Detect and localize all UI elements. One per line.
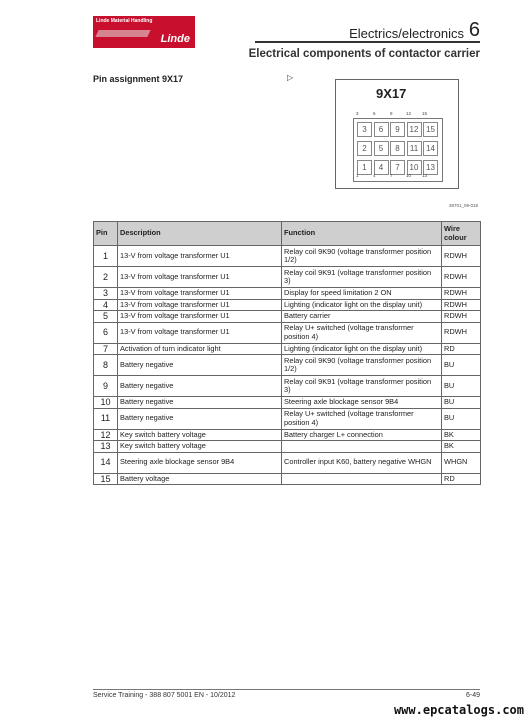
table-row <box>94 343 481 355</box>
connector-label: 9X17 <box>376 86 407 101</box>
cell-pin: 10 <box>94 397 118 409</box>
cell-pin: 9 <box>94 376 118 397</box>
table-row <box>94 452 481 473</box>
table-header-row <box>94 222 481 246</box>
header-function: Function <box>282 222 442 246</box>
header-description: Description <box>118 222 282 246</box>
cell-pin: 5 <box>94 311 118 323</box>
footer-left: Service Training - 388 807 5001 EN - 10/2012 <box>93 692 236 699</box>
cell-function: Steering axle blockage sensor 9B4 <box>282 397 442 409</box>
top-tick: 12 <box>406 111 412 116</box>
pin-assignment-heading: Pin assignment 9X17 <box>93 74 184 84</box>
cell-function: Lighting (indicator light on the display unit) <box>282 299 442 311</box>
connector-pin-cell: 6 <box>374 122 389 137</box>
logo-brand: Linde <box>160 33 190 45</box>
cell-pin: 6 <box>94 322 118 343</box>
cell-function: Relay coil 9K91 (voltage transformer position 3) <box>282 376 442 397</box>
table-row <box>94 429 481 441</box>
cell-wire-colour: RDWH <box>442 299 481 311</box>
cell-function: Relay U+ switched (voltage transformer position 4) <box>282 408 442 429</box>
cell-description: Battery negative <box>118 408 282 429</box>
cell-function: Display for speed limitation 2 ON <box>282 288 442 300</box>
cell-wire-colour: BK <box>442 441 481 453</box>
connector-pin-cell: 8 <box>390 141 405 156</box>
cell-description: 13-V from voltage transformer U1 <box>118 322 282 343</box>
cell-pin: 8 <box>94 355 118 376</box>
table-row <box>94 441 481 453</box>
cell-description: Battery voltage <box>118 473 282 485</box>
logo-stripe <box>95 30 150 37</box>
cell-wire-colour: RDWH <box>442 322 481 343</box>
footer-divider <box>93 689 480 690</box>
cell-wire-colour: RD <box>442 343 481 355</box>
cell-wire-colour: WHGN <box>442 452 481 473</box>
top-tick: 6 <box>373 111 376 116</box>
table-row <box>94 267 481 288</box>
connector-pin-cell: 3 <box>357 122 372 137</box>
cell-function <box>282 473 442 485</box>
watermark: www.epcatalogs.com <box>393 703 524 717</box>
cell-description: Battery negative <box>118 397 282 409</box>
cell-pin: 15 <box>94 473 118 485</box>
cell-wire-colour: BK <box>442 429 481 441</box>
figure-arrow-icon: ▷ <box>287 73 294 82</box>
cell-wire-colour: RD <box>442 473 481 485</box>
cell-description: Battery negative <box>118 376 282 397</box>
cell-description: 13-V from voltage transformer U1 <box>118 246 282 267</box>
connector-pin-cell: 10 <box>407 160 422 175</box>
cell-description: 13-V from voltage transformer U1 <box>118 311 282 323</box>
bottom-tick: 1 <box>356 173 359 178</box>
connector-pin-cell: 9 <box>390 122 405 137</box>
page-subtitle: Electrical components of contactor carrier <box>248 48 480 60</box>
cell-pin: 3 <box>94 288 118 300</box>
cell-pin: 4 <box>94 299 118 311</box>
section-number: 6 <box>468 19 480 41</box>
bottom-tick: 13 <box>422 173 428 178</box>
cell-wire-colour: RDWH <box>442 246 481 267</box>
connector-pin-cell: 14 <box>423 141 438 156</box>
linde-logo <box>93 16 195 48</box>
cell-wire-colour: BU <box>442 408 481 429</box>
table-row <box>94 355 481 376</box>
connector-pin-cell: 4 <box>374 160 389 175</box>
cell-pin: 2 <box>94 267 118 288</box>
connector-pin-cell: 7 <box>390 160 405 175</box>
top-tick: 3 <box>356 111 359 116</box>
cell-pin: 11 <box>94 408 118 429</box>
header-pin: Pin <box>94 222 118 246</box>
cell-function: Controller input K60, battery negative WHGN <box>282 452 442 473</box>
top-tick: 15 <box>422 111 428 116</box>
cell-wire-colour: RDWH <box>442 311 481 323</box>
connector-grid <box>353 118 443 182</box>
cell-wire-colour: RDWH <box>442 288 481 300</box>
header-wire-colour: Wire colour <box>442 222 481 246</box>
table-row <box>94 299 481 311</box>
table-row <box>94 408 481 429</box>
cell-function: Lighting (indicator light on the display unit) <box>282 343 442 355</box>
cell-description: Activation of turn indicator light <box>118 343 282 355</box>
connector-pin-cell: 5 <box>374 141 389 156</box>
cell-description: 13-V from voltage transformer U1 <box>118 299 282 311</box>
cell-function: Battery carrier <box>282 311 442 323</box>
cell-pin: 7 <box>94 343 118 355</box>
cell-description: 13-V from voltage transformer U1 <box>118 267 282 288</box>
table-row <box>94 473 481 485</box>
table-row <box>94 246 481 267</box>
connector-pin-cell: 13 <box>423 160 438 175</box>
cell-pin: 1 <box>94 246 118 267</box>
connector-figure <box>333 77 480 215</box>
connector-pin-cell: 1 <box>357 160 372 175</box>
cell-pin: 14 <box>94 452 118 473</box>
figure-caption: 38701_09-018 <box>448 203 478 208</box>
cell-wire-colour: BU <box>442 355 481 376</box>
connector-pin-cell: 15 <box>423 122 438 137</box>
cell-pin: 13 <box>94 441 118 453</box>
cell-wire-colour: RDWH <box>442 267 481 288</box>
bottom-tick: 7 <box>390 173 393 178</box>
cell-description: Battery negative <box>118 355 282 376</box>
cell-wire-colour: BU <box>442 376 481 397</box>
page-number: 6-49 <box>465 692 480 699</box>
connector-outline <box>335 79 459 189</box>
cell-function: Relay coil 9K91 (voltage transformer position 3) <box>282 267 442 288</box>
logo-small-text: Linde Material Handling <box>96 18 153 24</box>
connector-pin-cell: 11 <box>407 141 422 156</box>
cell-function: Battery charger L+ connection <box>282 429 442 441</box>
cell-pin: 12 <box>94 429 118 441</box>
connector-pin-cell: 2 <box>357 141 372 156</box>
cell-description: Key switch battery voltage <box>118 429 282 441</box>
section-title: Electrics/electronics <box>349 26 464 41</box>
table-row <box>94 376 481 397</box>
table-row <box>94 311 481 323</box>
cell-description: Steering axle blockage sensor 9B4 <box>118 452 282 473</box>
pin-assignment-table <box>93 221 481 485</box>
table-row <box>94 288 481 300</box>
header-divider <box>255 41 480 43</box>
cell-wire-colour: BU <box>442 397 481 409</box>
cell-function: Relay coil 9K90 (voltage transformer position 1/2) <box>282 355 442 376</box>
table-row <box>94 322 481 343</box>
bottom-tick: 10 <box>406 173 412 178</box>
cell-function <box>282 441 442 453</box>
top-tick: 9 <box>390 111 393 116</box>
cell-description: Key switch battery voltage <box>118 441 282 453</box>
table-row <box>94 397 481 409</box>
connector-pin-cell: 12 <box>407 122 422 137</box>
cell-function: Relay U+ switched (voltage transformer position 4) <box>282 322 442 343</box>
bottom-tick: 4 <box>373 173 376 178</box>
cell-description: 13-V from voltage transformer U1 <box>118 288 282 300</box>
cell-function: Relay coil 9K90 (voltage transformer position 1/2) <box>282 246 442 267</box>
